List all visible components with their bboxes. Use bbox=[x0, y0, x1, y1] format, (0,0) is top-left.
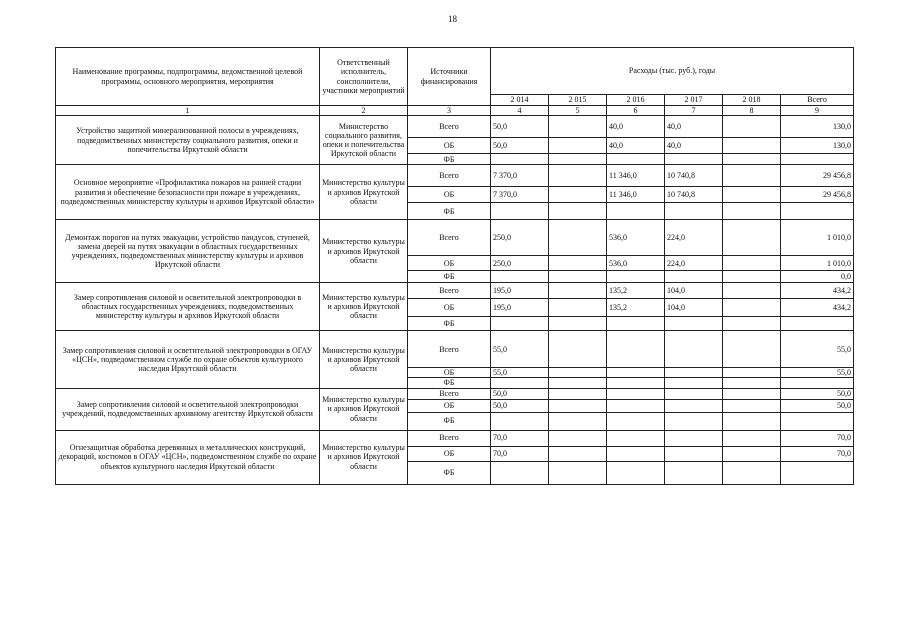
value-2016 bbox=[607, 203, 665, 220]
value-2018 bbox=[723, 461, 781, 484]
column-number: 1 bbox=[56, 106, 320, 116]
funding-source: ФБ bbox=[408, 317, 491, 331]
activity-name: Огнезащитная обработка деревянных и металлических конструкций, декораций, костюмов в ОГАУ «ЦСН», подведомственном службе по охране объектов культурного наследия Иркутской области bbox=[56, 430, 320, 484]
value-2018 bbox=[723, 317, 781, 331]
activity-name: Замер сопротивления силовой и осветительной электропроводки в областных государственных учреждениях, подведомственных министерству культуры и архивов Иркутской области bbox=[56, 283, 320, 331]
value-2015 bbox=[549, 461, 607, 484]
funding-source: Всего bbox=[408, 430, 491, 446]
header-executor: Ответственный исполнитель, соисполнители, участники мероприятий bbox=[320, 48, 408, 106]
value-2017 bbox=[665, 154, 723, 165]
value-total: 70,0 bbox=[781, 430, 854, 446]
header-expenses: Расходы (тыс. руб.), годы bbox=[491, 48, 854, 95]
executor-name: Министерство культуры и архивов Иркутской области bbox=[320, 331, 408, 388]
value-total bbox=[781, 461, 854, 484]
activity-name: Демонтаж порогов на путях эвакуации, устройство пандусов, ступеней, замена дверей на путях эвакуации в областных государственных учреждениях, подведомственных министерству культуры и архивов Иркутской области bbox=[56, 220, 320, 283]
funding-source: ОБ bbox=[408, 256, 491, 271]
column-numbers-row bbox=[56, 106, 854, 116]
funding-source: ФБ bbox=[408, 461, 491, 484]
value-2014: 50,0 bbox=[491, 388, 549, 399]
header-year: 2 015 bbox=[549, 95, 607, 106]
activity-name: Замер сопротивления силовой и осветительной электропроводки учреждений, подведомственных архивному агентству Иркутской области bbox=[56, 388, 320, 430]
header-year: 2 016 bbox=[607, 95, 665, 106]
value-total: 55,0 bbox=[781, 331, 854, 368]
value-2014 bbox=[491, 271, 549, 283]
executor-name: Министерство культуры и архивов Иркутской области bbox=[320, 165, 408, 220]
value-2015 bbox=[549, 299, 607, 317]
value-total bbox=[781, 378, 854, 388]
value-2016 bbox=[607, 399, 665, 412]
column-number: 6 bbox=[607, 106, 665, 116]
value-2015 bbox=[549, 430, 607, 446]
value-2015 bbox=[549, 154, 607, 165]
funding-source: Всего bbox=[408, 220, 491, 256]
executor-name: Министерство культуры и архивов Иркутской области bbox=[320, 283, 408, 331]
value-2015 bbox=[549, 388, 607, 399]
value-2018 bbox=[723, 283, 781, 299]
value-2017 bbox=[665, 331, 723, 368]
value-2017 bbox=[665, 317, 723, 331]
value-2016: 536,0 bbox=[607, 256, 665, 271]
value-2018 bbox=[723, 412, 781, 430]
table-row bbox=[56, 220, 854, 256]
value-2017: 40,0 bbox=[665, 138, 723, 154]
value-2016: 536,0 bbox=[607, 220, 665, 256]
value-2016 bbox=[607, 368, 665, 378]
value-total: 1 010,0 bbox=[781, 220, 854, 256]
value-2014 bbox=[491, 203, 549, 220]
value-2016 bbox=[607, 388, 665, 399]
value-2015 bbox=[549, 203, 607, 220]
value-2016: 135,2 bbox=[607, 299, 665, 317]
column-number: 7 bbox=[665, 106, 723, 116]
table-row bbox=[56, 388, 854, 399]
funding-source: Всего bbox=[408, 116, 491, 138]
value-2017: 10 740,8 bbox=[665, 165, 723, 187]
value-2014: 50,0 bbox=[491, 399, 549, 412]
value-2015 bbox=[549, 446, 607, 461]
value-2017 bbox=[665, 446, 723, 461]
header-year: 2 017 bbox=[665, 95, 723, 106]
funding-source: ФБ bbox=[408, 154, 491, 165]
table-row bbox=[56, 165, 854, 187]
value-total: 70,0 bbox=[781, 446, 854, 461]
value-2016 bbox=[607, 430, 665, 446]
funding-source: ОБ bbox=[408, 399, 491, 412]
value-2015 bbox=[549, 368, 607, 378]
value-total: 29 456,8 bbox=[781, 187, 854, 203]
value-2016 bbox=[607, 412, 665, 430]
value-2014: 250,0 bbox=[491, 256, 549, 271]
value-2018 bbox=[723, 154, 781, 165]
value-2014 bbox=[491, 412, 549, 430]
value-2017 bbox=[665, 412, 723, 430]
column-number: 9 bbox=[781, 106, 854, 116]
column-number: 4 bbox=[491, 106, 549, 116]
funding-source: ФБ bbox=[408, 203, 491, 220]
value-2017: 104,0 bbox=[665, 283, 723, 299]
value-2014 bbox=[491, 154, 549, 165]
value-2018 bbox=[723, 331, 781, 368]
value-2014: 50,0 bbox=[491, 138, 549, 154]
value-2015 bbox=[549, 317, 607, 331]
funding-source: Всего bbox=[408, 388, 491, 399]
value-2014: 55,0 bbox=[491, 368, 549, 378]
value-total bbox=[781, 412, 854, 430]
funding-source: Всего bbox=[408, 331, 491, 368]
funding-source: ОБ bbox=[408, 187, 491, 203]
header-source: Источники финансирования bbox=[408, 48, 491, 106]
value-2018 bbox=[723, 271, 781, 283]
column-number: 8 bbox=[723, 106, 781, 116]
value-2015 bbox=[549, 165, 607, 187]
header-year: 2 014 bbox=[491, 95, 549, 106]
value-2017 bbox=[665, 368, 723, 378]
value-2018 bbox=[723, 165, 781, 187]
activity-name: Устройство защитной минерализованной полосы в учреждениях, подведомственных министерству социального развития, опеки и попечительства Иркутской области bbox=[56, 116, 320, 165]
value-2014: 195,0 bbox=[491, 283, 549, 299]
funding-source: ОБ bbox=[408, 138, 491, 154]
value-2018 bbox=[723, 378, 781, 388]
value-2018 bbox=[723, 446, 781, 461]
value-2016 bbox=[607, 271, 665, 283]
value-total bbox=[781, 154, 854, 165]
value-2018 bbox=[723, 187, 781, 203]
value-2018 bbox=[723, 116, 781, 138]
value-2014: 55,0 bbox=[491, 331, 549, 368]
value-2017 bbox=[665, 399, 723, 412]
value-2016 bbox=[607, 154, 665, 165]
executor-name: Министерство культуры и архивов Иркутской области bbox=[320, 430, 408, 484]
value-2016: 11 346,0 bbox=[607, 187, 665, 203]
value-total: 434,2 bbox=[781, 299, 854, 317]
funding-source: ОБ bbox=[408, 299, 491, 317]
value-2016: 135,2 bbox=[607, 283, 665, 299]
value-2014 bbox=[491, 317, 549, 331]
activity-name: Замер сопротивления силовой и осветительной электропроводки в ОГАУ «ЦСН», подведомственном службе по охране объектов культурного наследия Иркутской области bbox=[56, 331, 320, 388]
value-2015 bbox=[549, 283, 607, 299]
value-2014: 250,0 bbox=[491, 220, 549, 256]
table-row bbox=[56, 430, 854, 446]
value-2014 bbox=[491, 461, 549, 484]
value-total bbox=[781, 317, 854, 331]
value-2014: 50,0 bbox=[491, 116, 549, 138]
funding-source: ФБ bbox=[408, 412, 491, 430]
value-2018 bbox=[723, 368, 781, 378]
header-total: Всего bbox=[781, 95, 854, 106]
page-number: 18 bbox=[448, 14, 457, 24]
value-2017 bbox=[665, 271, 723, 283]
value-2015 bbox=[549, 187, 607, 203]
executor-name: Министерство культуры и архивов Иркутской области bbox=[320, 388, 408, 430]
value-2014: 70,0 bbox=[491, 430, 549, 446]
value-2015 bbox=[549, 138, 607, 154]
value-total: 50,0 bbox=[781, 388, 854, 399]
executor-name: Министерство культуры и архивов Иркутской области bbox=[320, 220, 408, 283]
value-2014: 7 370,0 bbox=[491, 165, 549, 187]
value-total: 130,0 bbox=[781, 138, 854, 154]
value-2015 bbox=[549, 331, 607, 368]
value-2014 bbox=[491, 378, 549, 388]
value-2017 bbox=[665, 388, 723, 399]
value-2015 bbox=[549, 256, 607, 271]
value-2014: 195,0 bbox=[491, 299, 549, 317]
value-2018 bbox=[723, 388, 781, 399]
funding-source: Всего bbox=[408, 283, 491, 299]
value-2016: 11 346,0 bbox=[607, 165, 665, 187]
value-2018 bbox=[723, 220, 781, 256]
value-total: 1 010,0 bbox=[781, 256, 854, 271]
funding-source: ОБ bbox=[408, 368, 491, 378]
value-2018 bbox=[723, 256, 781, 271]
value-2017 bbox=[665, 461, 723, 484]
value-2017: 40,0 bbox=[665, 116, 723, 138]
header-year: 2 018 bbox=[723, 95, 781, 106]
value-2015 bbox=[549, 116, 607, 138]
value-2016 bbox=[607, 317, 665, 331]
value-2017: 224,0 bbox=[665, 220, 723, 256]
value-2018 bbox=[723, 299, 781, 317]
value-total: 55,0 bbox=[781, 368, 854, 378]
value-2017: 224,0 bbox=[665, 256, 723, 271]
value-total: 434,2 bbox=[781, 283, 854, 299]
funding-source: ОБ bbox=[408, 446, 491, 461]
value-2015 bbox=[549, 220, 607, 256]
header-name: Наименование программы, подпрограммы, ведомственной целевой программы, основного мероприятия, мероприятия bbox=[56, 48, 320, 106]
value-2015 bbox=[549, 378, 607, 388]
column-number: 2 bbox=[320, 106, 408, 116]
executor-name: Министерство социального развития, опеки и попечительства Иркутской области bbox=[320, 116, 408, 165]
value-total: 50,0 bbox=[781, 399, 854, 412]
column-number: 5 bbox=[549, 106, 607, 116]
funding-source: ФБ bbox=[408, 378, 491, 388]
funding-source: Всего bbox=[408, 165, 491, 187]
table-row bbox=[56, 331, 854, 368]
value-2015 bbox=[549, 412, 607, 430]
value-2017: 10 740,8 bbox=[665, 187, 723, 203]
value-2017 bbox=[665, 203, 723, 220]
value-2016 bbox=[607, 461, 665, 484]
value-2016: 40,0 bbox=[607, 138, 665, 154]
table-row bbox=[56, 116, 854, 138]
value-total bbox=[781, 203, 854, 220]
value-2018 bbox=[723, 430, 781, 446]
column-number: 3 bbox=[408, 106, 491, 116]
value-2014: 7 370,0 bbox=[491, 187, 549, 203]
value-2015 bbox=[549, 271, 607, 283]
value-2016: 40,0 bbox=[607, 116, 665, 138]
value-total: 29 456,8 bbox=[781, 165, 854, 187]
value-2016 bbox=[607, 446, 665, 461]
value-total: 0,0 bbox=[781, 271, 854, 283]
value-2018 bbox=[723, 138, 781, 154]
value-2018 bbox=[723, 203, 781, 220]
value-2017 bbox=[665, 430, 723, 446]
budget-table bbox=[55, 47, 854, 485]
value-2017: 104,0 bbox=[665, 299, 723, 317]
value-2015 bbox=[549, 399, 607, 412]
table-body bbox=[56, 116, 854, 484]
value-2016 bbox=[607, 331, 665, 368]
funding-source: ФБ bbox=[408, 271, 491, 283]
value-2017 bbox=[665, 378, 723, 388]
value-total: 130,0 bbox=[781, 116, 854, 138]
activity-name: Основное мероприятие «Профилактика пожаров на ранней стадии развития и обеспечение безопасности при пожаре в учреждениях, подведомственных министерству культуры и архивов Иркутской области» bbox=[56, 165, 320, 220]
value-2016 bbox=[607, 378, 665, 388]
table-row bbox=[56, 283, 854, 299]
value-2014: 70,0 bbox=[491, 446, 549, 461]
value-2018 bbox=[723, 399, 781, 412]
